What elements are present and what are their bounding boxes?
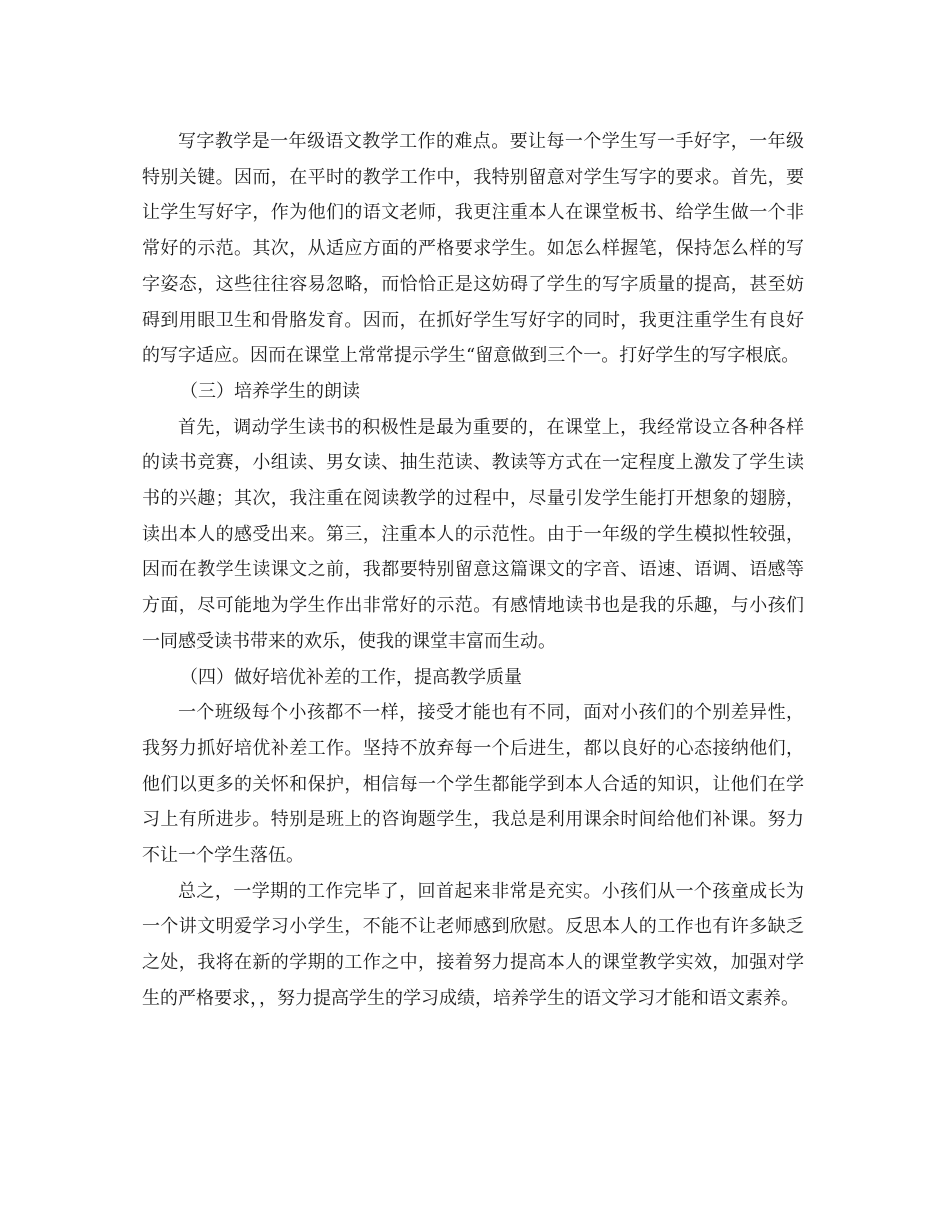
paragraph-reading: 首先，调动学生读书的积极性是最为重要的，在课堂上，我经常设立各种各样的读书竞赛，小组读、男女读、抽生范读、教读等方式在一定程度上激发了学生读书的兴趣；其次，我注重在阅读教学的过程中，尽量引发学生能打开想象的翅膀，读出本人的感受出来。第三，注重本人的示范性。由于一年级的学生模拟性较强，因而在教学生读课文之前，我都要特别留意这篇课文的字音、语速、语调、语感等方面，尽可能地为学生作出非常好的示范。有感情地读书也是我的乐趣，与小孩们一同感受读书带来的欢乐，使我的课堂丰富而生动。 <box>142 416 804 652</box>
paragraph-tutoring: 一个班级每个小孩都不一样，接受才能也有不同，面对小孩们的个别差异性，我努力抓好培优补差工作。坚持不放弃每一个后进生，都以良好的心态接纳他们，他们以更多的关怀和保护，相信每一个学生都能学到本人合适的知识，让他们在学习上有所进步。特别是班上的咨询题学生，我总是利用课余时间给他们补课。努力不让一个学生落伍。 <box>142 702 804 867</box>
section-heading-reading: （三）培养学生的朗读 <box>180 380 360 402</box>
paragraph-summary: 总之，一学期的工作完毕了，回首起来非常是充实。小孩们从一个孩童成长为一个讲文明爱学习小学生，不能不让老师感到欣慰。反思本人的工作也有许多缺乏之处，我将在新的学期的工作之中，接着努力提高本人的课堂教学实效，加强对学生的严格要求，，努力提高学生的学习成绩，培养学生的语文学习才能和语文素养。 <box>142 880 804 1009</box>
section-heading-tutoring: （四）做好培优补差的工作，提高教学质量 <box>180 666 522 688</box>
document-body <box>142 124 804 1017</box>
paragraph-handwriting-teaching: 写字教学是一年级语文教学工作的难点。要让每一个学生写一手好字，一年级特别关键。因而，在平时的教学工作中，我特别留意对学生写字的要求。首先，要让学生写好字，作为他们的语文老师，我更注重本人在课堂板书、给学生做一个非常好的示范。其次，从适应方面的严格要求学生。如怎么样握笔，保持怎么样的写字姿态，这些往往容易忽略，而恰恰正是这妨碍了学生的写字质量的提高，甚至妨碍到用眼卫生和骨胳发育。因而，在抓好学生写好字的同时，我更注重学生有良好的写字适应。因而在课堂上常常提示学生“留意做到三个一。打好学生的写字根底。 <box>142 131 804 367</box>
